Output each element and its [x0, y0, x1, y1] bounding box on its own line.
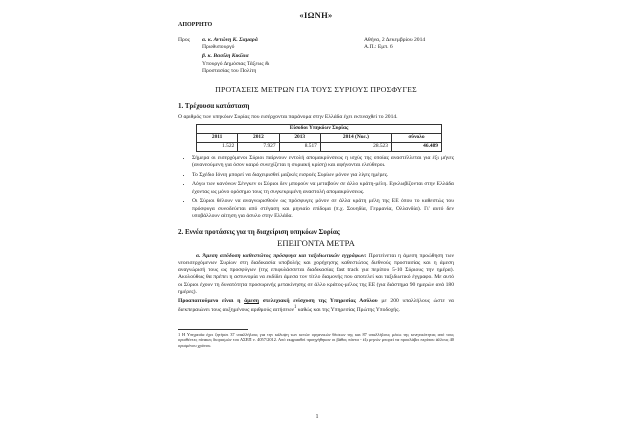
list-item: • Λόγω των κανόνων Σένγκεν οι Σύριοι δεν μπορούν να μεταβούν σε άλλο κράτη-μέλη. Εγκλωβίζονται στην Ελλάδα έχοντας ως μόνο ορόσημο τους τη συγκεκριμένη αναστολή απομακρύνσεως.	[192, 181, 454, 196]
requirement-tail: με 200 υπαλλήλους ώστε να διεκπεραιώνει τους αυξημένους αριθμούς αιτήσεων	[178, 298, 454, 314]
footnote-text: 1 Η Υπηρεσία έχει ζητήσει 37 υπαλλήλους για την κάλυψη των κενών οργανικών θέσεων της και 87 υπαλλήλους μέσω της κινητικότητας από τους ορισθέντες πίνακες διορισμών του ΑΣΕΠ ν. 4057/2012. Από εκφρασθεί προηγήθηκαν οι βάθος πάντα - έξι μηνών μπορεί να προσλάβει περίπου άλλους 40 ορισμένου χρόνου.	[178, 331, 454, 348]
syrian-entries-table	[196, 124, 442, 152]
recipient-name: β. κ. Βασίλη Κικίλια	[202, 53, 249, 60]
recipient-role: Πρωθυπουργό	[202, 44, 235, 51]
org-title: «ΙΩΝΗ»	[299, 10, 333, 20]
situation-bullet-list	[178, 155, 454, 221]
table-header: 2011	[197, 133, 238, 142]
requirement-bold-rest: στελεχιακή ενίσχυση της Υπηρεσίας Ασύλου	[262, 298, 378, 305]
table-cell: 8.517	[279, 142, 320, 151]
table-header: 2012	[238, 133, 279, 142]
to-label: Προς	[178, 36, 190, 43]
section-1-heading: 1. Τρέχουσα κατάσταση	[178, 102, 250, 111]
date-block	[364, 37, 454, 77]
recipient-role: Υπουργό Δημόσιας Τάξεως &	[202, 60, 270, 67]
requirement-end: καθώς και της Υπηρεσίας Πρώτης Υποδοχής.	[297, 307, 400, 314]
table-header-row	[197, 133, 442, 142]
measure-a-text: Προτείνεται η άμεση προώθηση των νεοεισερχόμενων Συρίων στη διαδικασία υποβολής και χορήγησης καθεστώτος διεθνούς προστασίας και η άμεση αναγνώρισή τους ως προσφύγων (της επιφυλάσσεται διαδικασίας fast track για περίπου 5-10 Σύριους την ημέρα). Ακολούθως θα πρέπει η αστυνομία να εκδίδει άμεσα τον τίτλο διαμονής που αποτελεί και ταξιδιωτικό έγγραφο. Με αυτό οι Σύριοι έχουν τη δυνατότητα προσωρινής μετακίνησης σε άλλο κράτος-μέλος της ΕΕ (για διάστημα 90 ημερών ανά 180 ημέρες).	[178, 252, 454, 295]
requirement-bold: Προαπαιτούμενο είναι η	[178, 298, 241, 305]
measure-a-requirement	[178, 298, 454, 314]
protocol-number: Α.Π.: Εμπ. 6	[364, 44, 393, 51]
table-header: σύνολο	[391, 133, 441, 142]
list-item: • Το Σχέδιο Ιόνιη μπορεί να διαχειρισθεί μαζικές εισροές Συρίων μόνον για λίγες ημέρες.	[192, 172, 454, 179]
classification-label: ΑΠΟΡΡΗΤΟ	[178, 22, 213, 29]
table-cell: 7.927	[238, 142, 279, 151]
requirement-underlined: άμεση	[244, 298, 259, 305]
table-header: 2014 (Νοε.)	[320, 133, 391, 142]
recipient-b	[202, 53, 269, 75]
list-item: • Σήμερα οι εισερχόμενοι Σύριοι παίρνουν εντολή απομακρύνσεως η ισχύς της οποίας αναστέλλεται για έξι μήνες (ανανεούμενη για όσον καιρό συνεχίζεται η συριακή κρίση) και αφήνονται ελεύθεροι.	[192, 155, 454, 170]
recipient-list	[202, 37, 269, 77]
measure-a-paragraph	[178, 253, 454, 297]
address-block	[178, 37, 454, 77]
table-caption-row	[197, 124, 442, 133]
table-cell-total: 46.489	[391, 142, 441, 151]
table-row	[197, 142, 442, 151]
recipient-a	[202, 37, 269, 52]
recipient-name: α. κ. Αντώνη Κ. Σαμαρά	[202, 36, 258, 43]
recipient-role: Προστασίας του Πολίτη	[202, 67, 257, 74]
recipients-block	[178, 37, 269, 77]
main-title: ΠΡΟΤΑΣΕΙΣ ΜΕΤΡΩΝ ΓΙΑ ΤΟΥΣ ΣΥΡΙΟΥΣ ΠΡΟΣΦΥΓΕΣ	[215, 85, 417, 95]
list-item: • Οι Σύριοι θέλουν να αναγνωρισθούν ως πρόσφυγες μόνον σε άλλα κράτη μέλη της ΕΕ όπου το καθεστώς του πρόσφυγα συνοδεύεται από στέγαση και μηνιαίο επίδομα (π.χ. Σουηδία, Γερμανία, Ολλανδία). Γι' αυτό δεν υποβάλλουν αίτηση για άσυλο στην Ελλάδα.	[192, 198, 454, 220]
footnote-marker: 1	[294, 305, 297, 311]
place-date: Αθήνα, 2 Δεκεμβρίου 2014	[364, 36, 426, 43]
page-number: 1	[315, 414, 319, 420]
section-1-intro: Ο αριθμός των υπηκόων Συρίας που εισέρχονται παράνομα στην Ελλάδα έχει εκτιναχθεί το 2014.	[178, 114, 398, 121]
urgent-measures-title: ΕΠΕΙΓΟΝΤΑ ΜΕΤΡΑ	[277, 238, 355, 249]
section-2-heading: 2. Εννέα προτάσεις για τη διαχείριση υπηκόων Συρίας	[178, 228, 340, 237]
measure-a-heading: α. Άμεση απόδοση καθεστώτος πρόσφυγα και ταξιδιωτικών εγγράφων:	[196, 252, 367, 259]
table-cell: 28.523	[320, 142, 391, 151]
table-cell: 1.522	[197, 142, 238, 151]
table-header: 2013	[279, 133, 320, 142]
footnote-divider	[178, 329, 248, 330]
table-caption: Είσοδοι Υπηκόων Συρίας	[197, 124, 442, 133]
